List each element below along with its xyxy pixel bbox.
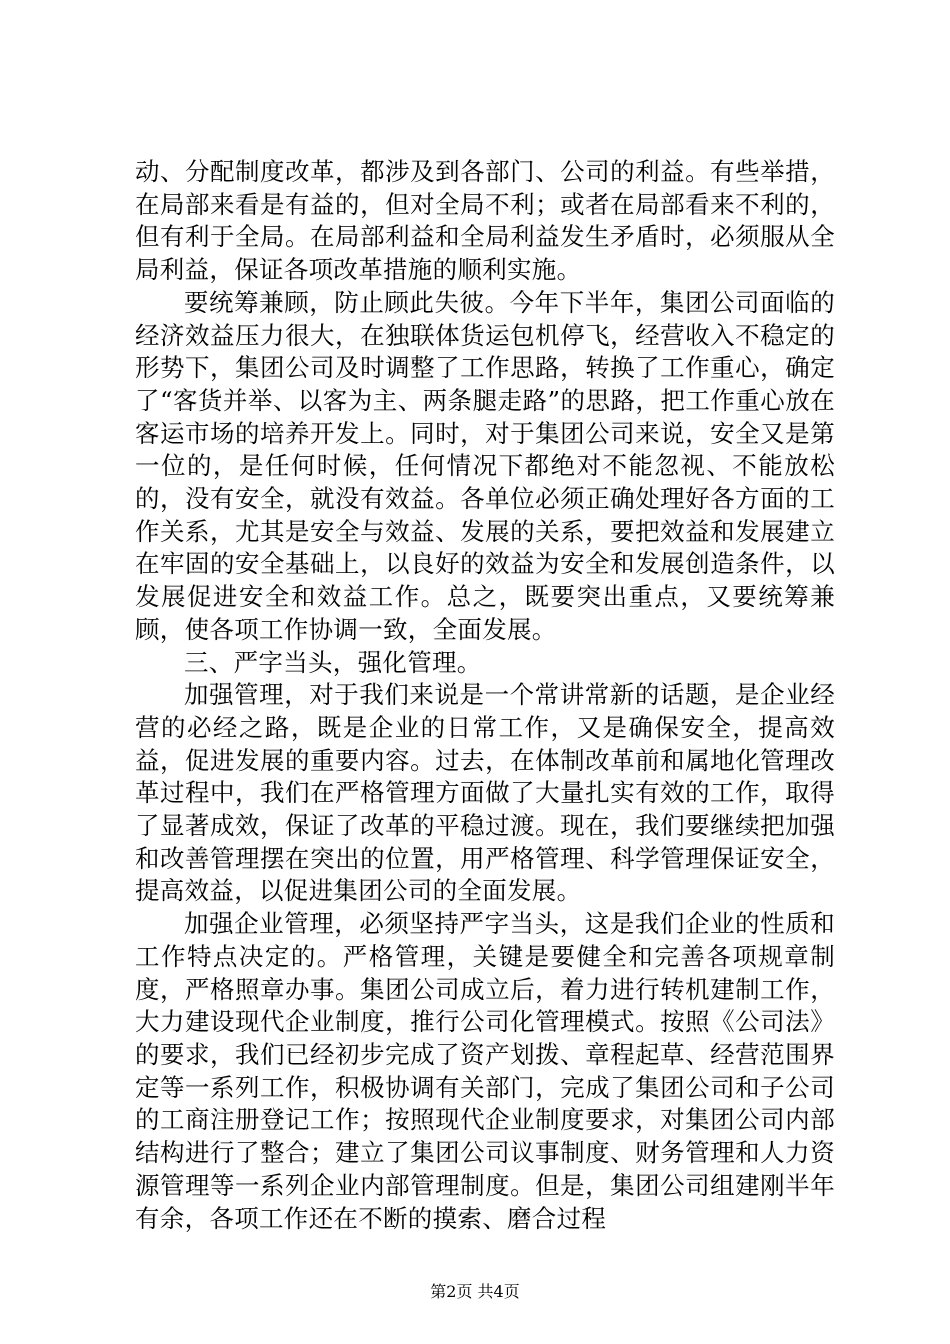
paragraph-1: 动、分配制度改革，都涉及到各部门、公司的利益。有些举措，在局部来看是有益的，但对全局不利；或者在局部看来不利的，但有利于全局。在局部利益和全局利益发生矛盾时，必须服从全局利益，保证各项改革措施的顺利实施。 [135, 157, 835, 285]
document-body [135, 156, 835, 1235]
paragraph-4: 加强管理，对于我们来说是一个常讲常新的话题，是企业经营的必经之路，既是企业的日常工作，又是确保安全，提高效益，促进发展的重要内容。过去，在体制改革前和属地化管理改革过程中，我们在严格管理方面做了大量扎实有效的工作，取得了显著成效，保证了改革的平稳过渡。现在，我们要继续把加强和改善管理摆在突出的位置，用严格管理、科学管理保证安全，提高效益，以促进集团公司的全面发展。 [135, 680, 835, 906]
section-heading-3: 三、严字当头，强化管理。 [184, 647, 482, 677]
paragraph-5: 加强企业管理，必须坚持严字当头，这是我们企业的性质和工作特点决定的。严格管理，关键是要健全和完善各项规章制度，严格照章办事。集团公司成立后，着力进行转机建制工作，大力建设现代企业制度，推行公司化管理模式。按照《公司法》的要求，我们已经初步完成了资产划拨、章程起草、经营范围界定等一系列工作，积极协调有关部门，完成了集团公司和子公司的工商注册登记工作；按照现代企业制度要求，对集团公司内部结构进行了整合；建立了集团公司议事制度、财务管理和人力资源管理等一系列企业内部管理制度。但是，集团公司组建刚半年有余，各项工作还在不断的摸索、磨合过程 [135, 909, 835, 1233]
page-number-footer: 第2页 共4页 [430, 1282, 520, 1301]
paragraph-2: 要统筹兼顾，防止顾此失彼。今年下半年，集团公司面临的经济效益压力很大，在独联体货运包机停飞，经营收入不稳定的形势下，集团公司及时调整了工作思路，转换了工作重心，确定了“客货并举、以客为主、两条腿走路”的思路，把工作重心放在客运市场的培养开发上。同时，对于集团公司来说，安全又是第一位的，是任何时候，任何情况下都绝对不能忽视、不能放松的，没有安全，就没有效益。各单位必须正确处理好各方面的工作关系，尤其是安全与效益、发展的关系，要把效益和发展建立在牢固的安全基础上，以良好的效益为安全和发展创造条件，以发展促进安全和效益工作。总之，既要突出重点，又要统筹兼顾，使各项工作协调一致，全面发展。 [135, 287, 835, 644]
